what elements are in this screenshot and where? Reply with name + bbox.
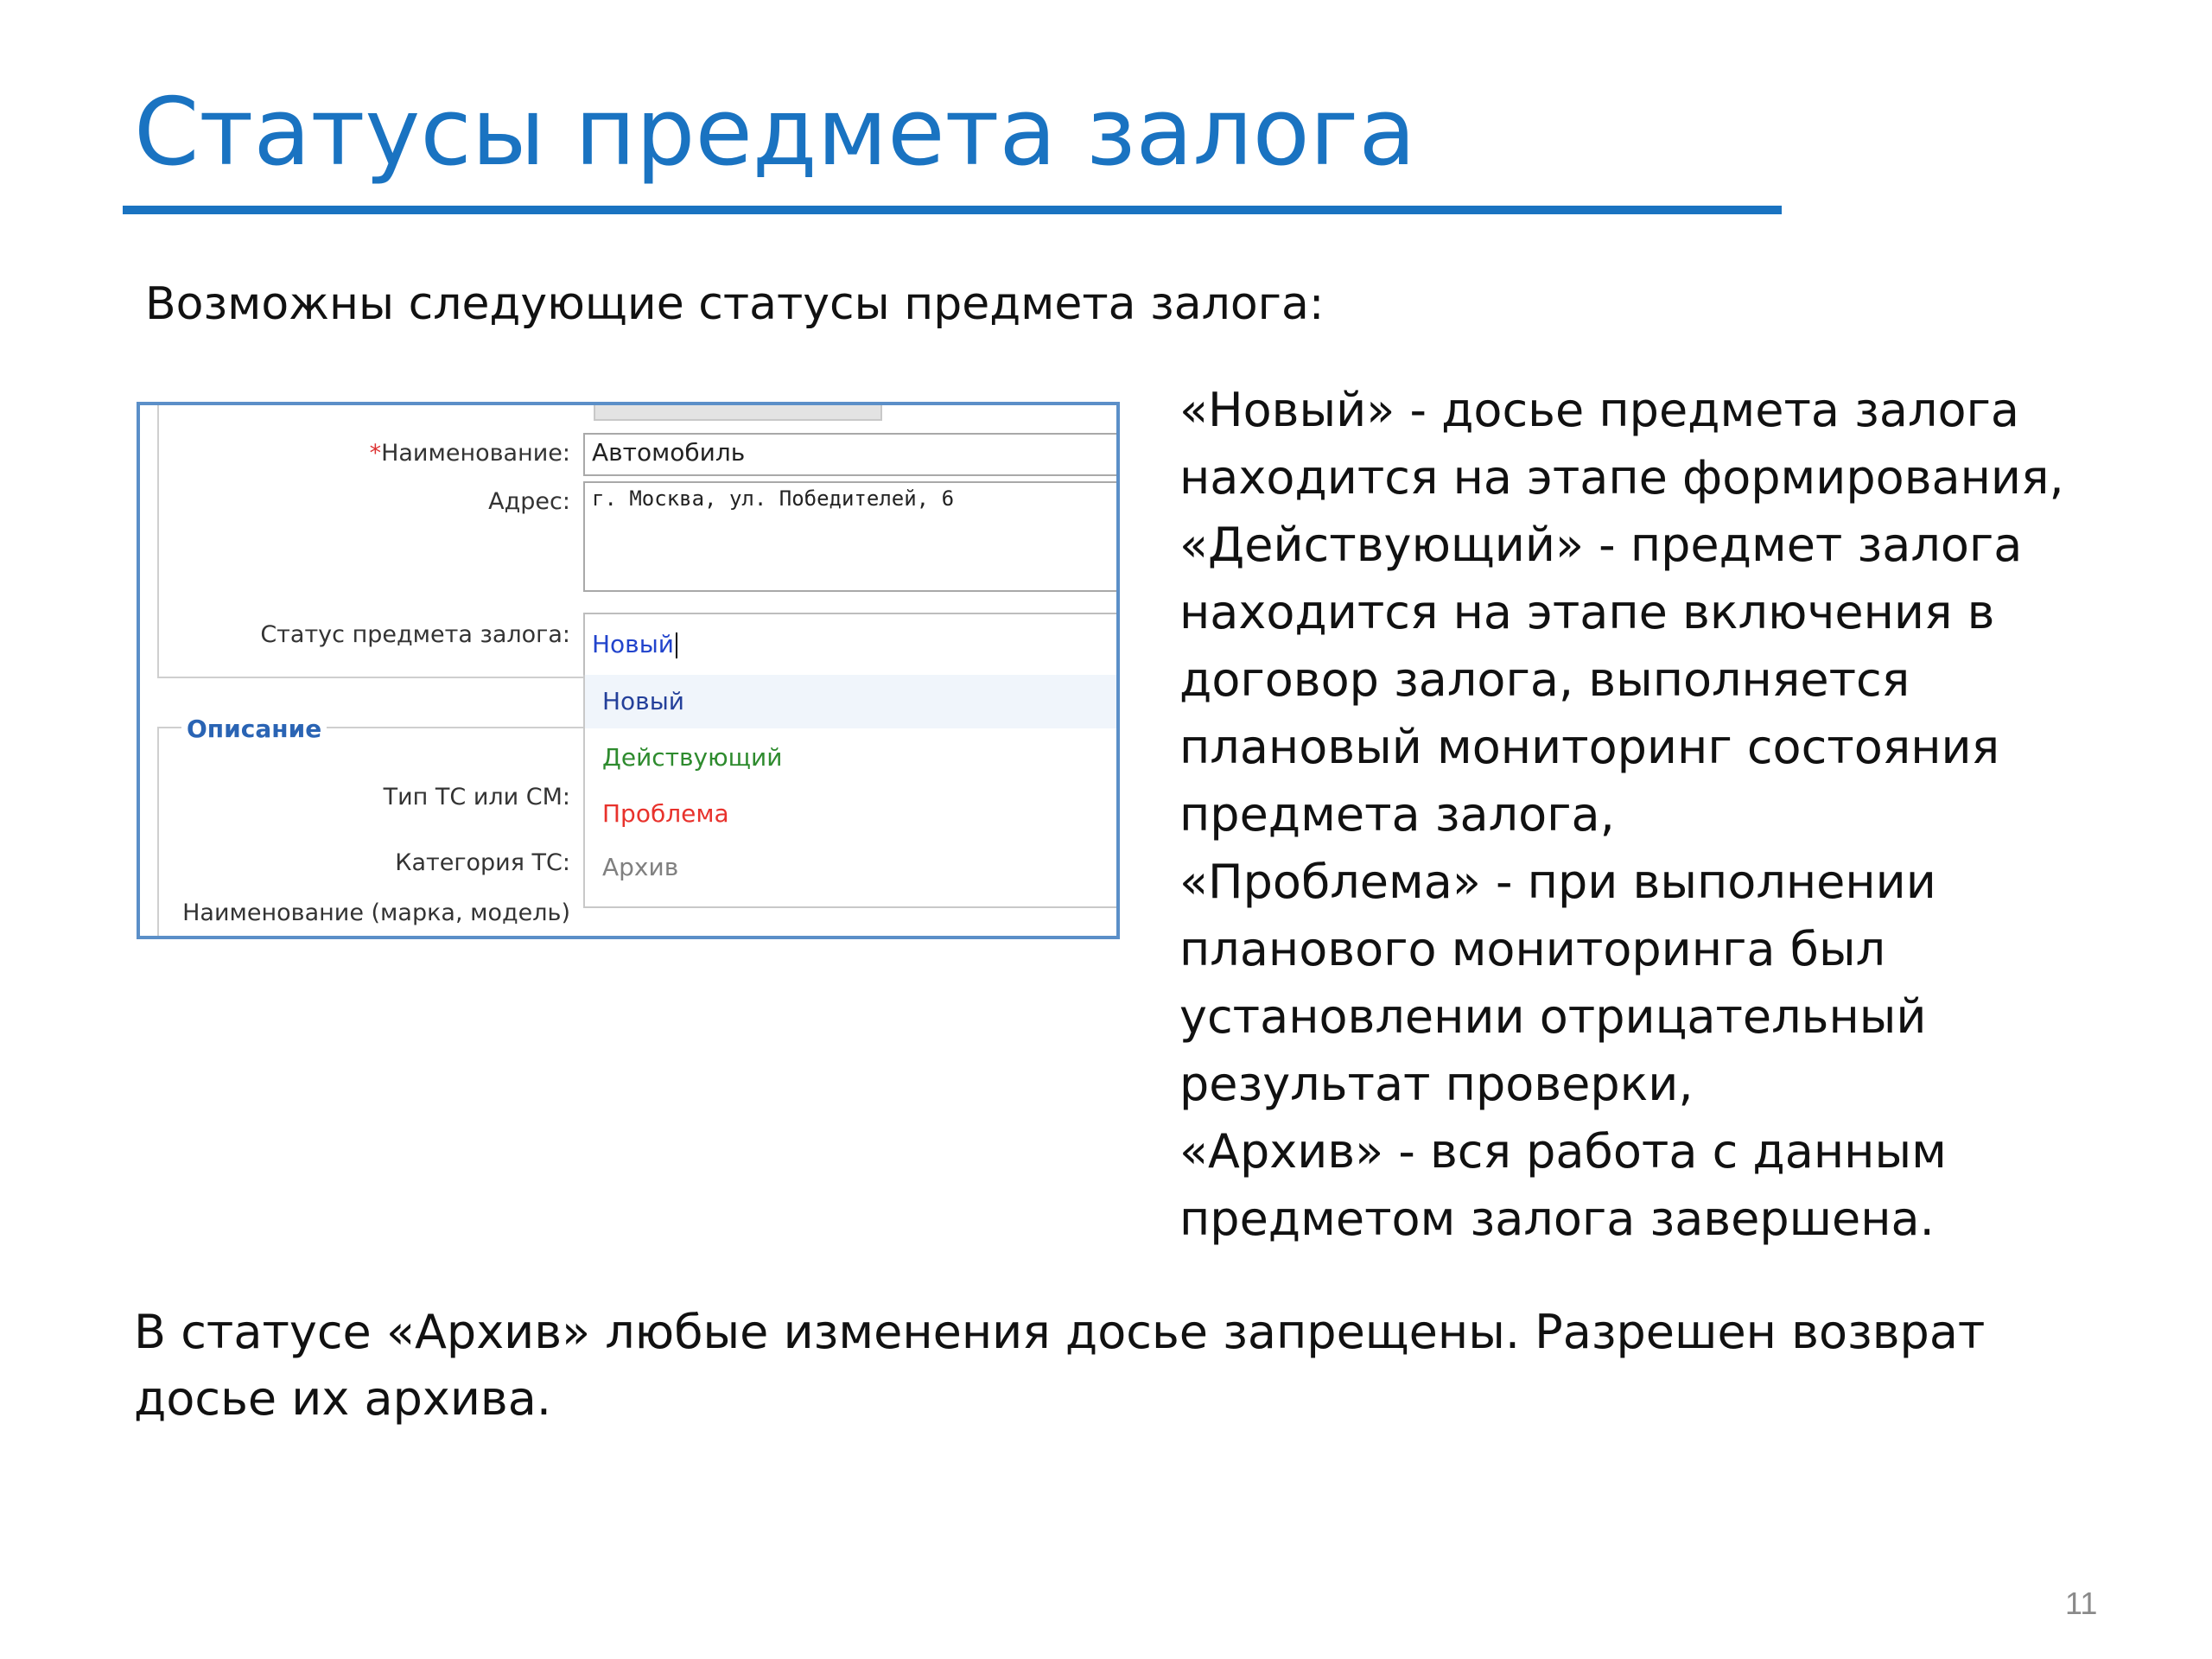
description-archive: «Архив» - вся работа с данным предметом залога завершена. xyxy=(1179,1124,1947,1246)
status-option-new[interactable]: Новый xyxy=(585,675,1120,728)
status-label: Статус предмета залога: xyxy=(260,621,570,648)
description-active: «Действующий» - предмет залога находится на этапе включения в договор залога, выполняется плановый мониторинг состояния предмета залога, xyxy=(1179,518,2023,842)
intro-text: Возможны следующие статусы предмета залога: xyxy=(145,278,1325,330)
vehicle-category-label: Категория ТС: xyxy=(395,849,570,876)
name-label: *Наименование: xyxy=(369,440,570,467)
description-legend: Описание xyxy=(181,715,327,743)
status-descriptions xyxy=(1179,377,2130,1253)
description-new: «Новый» - досье предмета залога находится на этапе формирования, xyxy=(1179,383,2064,505)
status-option-problem[interactable]: Проблема xyxy=(602,799,729,828)
model-label: Наименование (марка, модель) xyxy=(182,899,570,926)
form-screenshot xyxy=(137,402,1120,939)
required-marker: * xyxy=(369,440,382,467)
status-option-active[interactable]: Действующий xyxy=(602,743,783,772)
address-label: Адрес: xyxy=(488,488,570,515)
slide-title: Статусы предмета залога xyxy=(134,79,1416,187)
status-dropdown xyxy=(583,675,1120,908)
description-problem: «Проблема» - при выполнении планового мониторинга был установлении отрицательный результат проверки, xyxy=(1179,855,1936,1111)
name-input[interactable]: Автомобиль xyxy=(583,433,1120,476)
top-scroll-element xyxy=(594,402,882,421)
status-combobox-value: Новый xyxy=(592,630,674,658)
title-underline xyxy=(123,206,1782,214)
archive-note: В статусе «Архив» любые изменения досье запрещены. Разрешен возврат досье их архива. xyxy=(134,1305,1986,1426)
status-option-archive[interactable]: Архив xyxy=(602,853,679,881)
vehicle-type-label: Тип ТС или СМ: xyxy=(383,784,570,810)
text-caret xyxy=(676,632,677,658)
page-number: 11 xyxy=(2065,1586,2098,1621)
address-textarea[interactable]: г. Москва, ул. Победителей, 6 xyxy=(583,481,1120,592)
status-combobox[interactable] xyxy=(583,613,1120,677)
